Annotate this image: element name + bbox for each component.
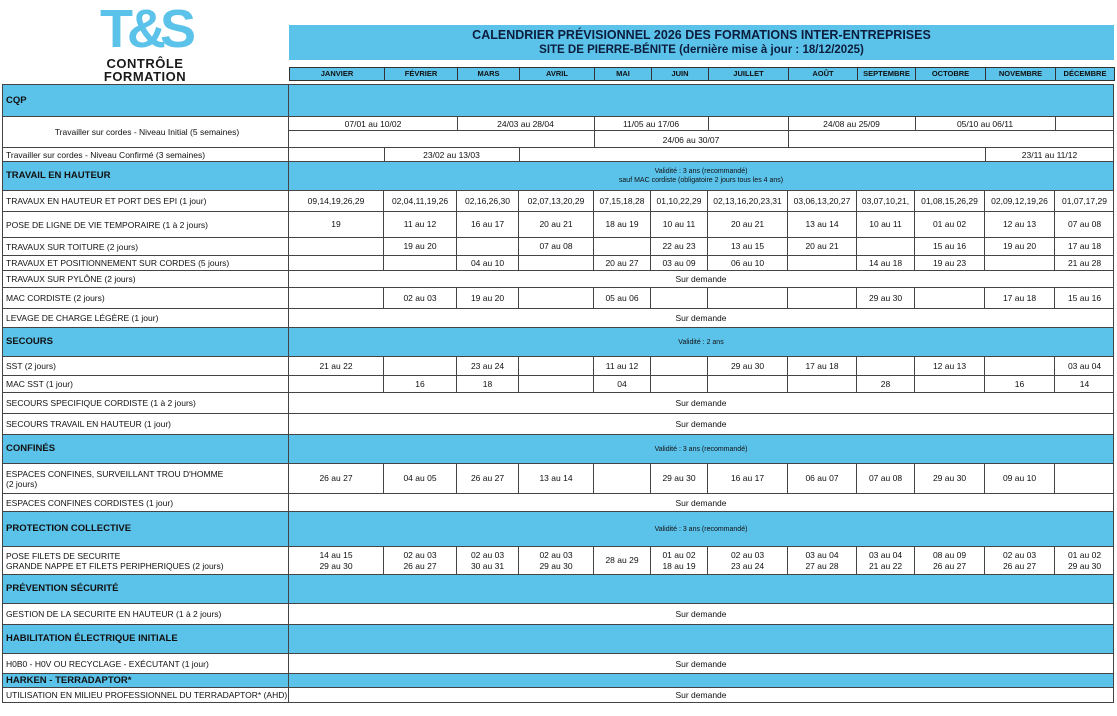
validity-note: Validité : 2 ans — [678, 338, 724, 346]
date-cell: 09,14,19,26,29 — [289, 191, 384, 211]
date-cell — [519, 376, 594, 392]
date-cell: 16 au 17 — [457, 212, 519, 237]
date-line: 30 au 31 — [470, 560, 505, 571]
date-line: 01 au 02 — [662, 549, 696, 560]
page-title: CALENDRIER PRÉVISIONNEL 2026 DES FORMATIONS INTER-ENTREPRISES — [472, 28, 931, 42]
training-row — [2, 256, 1114, 271]
month-header-cell: SEPTEMBRE — [857, 67, 916, 81]
date-line: 26 au 27 — [403, 560, 437, 571]
date-cell: 16 — [384, 376, 457, 392]
section-band — [289, 674, 1114, 687]
date-cell — [594, 238, 651, 255]
date-cell — [915, 547, 985, 574]
date-line: 23 au 24 — [730, 560, 765, 571]
date-line: 02 au 03 — [730, 549, 765, 560]
session-span: 11/05 au 17/06 — [622, 118, 680, 129]
cell-divider — [1055, 117, 1056, 130]
training-row — [2, 654, 1114, 674]
training-row — [2, 393, 1114, 414]
date-cell: 18 — [457, 376, 519, 392]
row-cells — [289, 256, 1114, 270]
title-banner — [289, 25, 1114, 60]
section-band — [289, 328, 1114, 356]
section-band — [289, 85, 1114, 116]
date-cell: 03,07,10,21, — [857, 191, 915, 211]
month-header-cell: DÉCEMBRE — [1055, 67, 1115, 81]
date-cell — [985, 357, 1055, 375]
date-cell: 21 au 28 — [1067, 257, 1102, 268]
date-cell: 02,07,13,20,29 — [519, 191, 594, 211]
validity-note: Validité : 3 ans (recommandé) — [654, 445, 748, 453]
section-title: SECOURS — [2, 328, 289, 356]
month-header-cell: JANVIER — [289, 67, 385, 81]
section-title: HABILITATION ÉLECTRIQUE INITIALE — [2, 625, 289, 653]
section-title: CQP — [2, 85, 289, 116]
date-line: 28 au 29 — [605, 555, 639, 565]
row-label: LEVAGE DE CHARGE LÉGÈRE (1 jour) — [2, 309, 289, 327]
date-cell: 04 — [594, 376, 651, 392]
row-cells — [289, 191, 1114, 211]
date-cell: 07 au 08 — [857, 464, 915, 493]
row-label: POSE DE LIGNE DE VIE TEMPORAIRE (1 à 2 jours) — [2, 212, 289, 237]
date-cell: 02,13,16,20,23,31 — [708, 191, 788, 211]
section-prevention — [2, 575, 1114, 604]
date-cell: 11 au 12 — [594, 357, 651, 375]
date-cell: 07,15,18,28 — [594, 191, 651, 211]
training-row — [2, 688, 1114, 703]
section-title: PROTECTION COLLECTIVE — [2, 512, 289, 546]
training-row — [2, 414, 1114, 435]
logo-line-2: FORMATION — [103, 69, 187, 84]
session-span: 05/10 au 06/11 — [956, 118, 1014, 129]
month-header-cell: JUILLET — [708, 67, 789, 81]
date-line: 02 au 03 — [1002, 549, 1037, 560]
row-cells — [289, 464, 1114, 493]
training-row-cqp-confirme — [2, 148, 1114, 162]
date-cell — [594, 464, 651, 493]
row-label: TRAVAUX ET POSITIONNEMENT SUR CORDES (5 jours) — [2, 256, 289, 270]
on-demand-text: Sur demande — [289, 604, 1114, 624]
date-cell: 02,09,12,19,26 — [985, 191, 1055, 211]
date-cell — [457, 547, 519, 574]
section-harken — [2, 674, 1114, 688]
date-cell — [289, 288, 384, 308]
date-line: 02 au 03 — [403, 549, 437, 560]
section-band — [289, 575, 1114, 603]
row-cells — [289, 117, 1114, 147]
date-cell: 07 au 08 — [1067, 219, 1102, 229]
cell-divider — [915, 117, 916, 130]
date-line: 01 au 02 — [1067, 549, 1102, 560]
date-cell — [708, 547, 788, 574]
section-band — [289, 435, 1114, 463]
date-cell: 26 au 27 — [457, 464, 519, 493]
date-cell — [384, 256, 457, 270]
training-row — [2, 376, 1114, 393]
date-cell: 03 au 04 — [1067, 360, 1102, 371]
training-row — [2, 547, 1114, 575]
date-line: 03 au 04 — [805, 549, 839, 560]
row-label: MAC CORDISTE (2 jours) — [2, 288, 289, 308]
row-cells — [289, 547, 1114, 574]
date-cell — [519, 288, 594, 308]
date-cell — [985, 547, 1055, 574]
date-cell: 03,06,13,20,27 — [788, 191, 857, 211]
date-cell: 19 au 20 — [457, 288, 519, 308]
training-row-cqp-initial — [2, 117, 1114, 148]
date-line: 26 au 27 — [932, 560, 967, 571]
page-subtitle: SITE DE PIERRE-BÉNITE (dernière mise à jour : 18/12/2025) — [539, 44, 864, 56]
row-label: SST (2 jours) — [2, 357, 289, 375]
date-line: 29 au 30 — [1067, 560, 1102, 571]
date-cell: 07 au 08 — [519, 238, 594, 255]
date-line: 29 au 30 — [539, 560, 573, 571]
date-cell: 17 au 18 — [1067, 241, 1102, 251]
row-label — [2, 464, 289, 493]
training-row — [2, 494, 1114, 512]
cell-divider — [788, 117, 789, 147]
training-row — [2, 212, 1114, 238]
date-cell — [708, 376, 788, 392]
date-line: 14 au 15 — [319, 549, 353, 560]
section-travail — [2, 162, 1114, 191]
training-row — [2, 238, 1114, 256]
row-label-line: (2 jours) — [6, 478, 38, 489]
on-demand-text: Sur demande — [289, 393, 1114, 413]
date-cell — [788, 376, 857, 392]
section-title: HARKEN - TERRADAPTOR* — [2, 674, 289, 687]
section-title: PRÉVENTION SÉCURITÉ — [2, 575, 289, 603]
on-demand-text: Sur demande — [289, 271, 1114, 287]
section-protection — [2, 512, 1114, 547]
row-cells — [289, 288, 1114, 308]
date-cell: 19 — [289, 212, 384, 237]
date-cell: 06 au 07 — [788, 464, 857, 493]
date-cell — [651, 376, 708, 392]
date-cell — [788, 547, 857, 574]
session-span: 07/01 au 10/02 — [344, 118, 402, 129]
date-cell — [651, 288, 708, 308]
cell-divider — [519, 148, 520, 161]
date-cell — [519, 357, 594, 375]
section-band — [289, 625, 1114, 653]
date-line: 21 au 22 — [868, 560, 903, 571]
date-cell — [289, 256, 384, 270]
date-cell: 15 au 16 — [1067, 292, 1102, 303]
row-cells — [289, 238, 1114, 255]
row-label — [2, 547, 289, 574]
date-cell: 12 au 13 — [915, 357, 985, 375]
row-label: Travailler sur cordes - Niveau Confirmé (3 semaines) — [2, 148, 289, 161]
date-cell: 01,10,22,29 — [651, 191, 708, 211]
training-row — [2, 604, 1114, 625]
date-cell: 13 au 15 — [708, 238, 788, 255]
date-cell: 10 au 11 — [857, 212, 915, 237]
date-cell — [384, 547, 457, 574]
session-span: 24/08 au 25/09 — [823, 118, 880, 129]
validity-note: Validité : 3 ans (recommandé) — [654, 525, 748, 533]
date-cell — [457, 238, 519, 255]
date-cell: 15 au 16 — [915, 238, 985, 255]
date-line: 02 au 03 — [539, 549, 573, 560]
date-cell: 04 au 05 — [384, 464, 457, 493]
date-line: 26 au 27 — [1002, 560, 1037, 571]
date-cell: 22 au 23 — [651, 238, 708, 255]
date-cell — [651, 357, 708, 375]
row-label: Travailler sur cordes - Niveau Initial (5 semaines) — [2, 117, 289, 147]
row-label: MAC SST (1 jour) — [2, 376, 289, 392]
section-band — [289, 512, 1114, 546]
month-header-cell: AOÛT — [788, 67, 858, 81]
validity-note: Validité : 3 ans (recommandé) — [654, 168, 748, 175]
month-header-cell: MAI — [594, 67, 652, 81]
date-cell: 02 au 03 — [384, 288, 457, 308]
training-row — [2, 271, 1114, 288]
date-cell: 16 — [985, 376, 1055, 392]
date-cell — [519, 547, 594, 574]
date-cell: 20 au 21 — [708, 212, 788, 237]
date-cell: 06 au 10 — [708, 256, 788, 270]
date-cell: 19 au 20 — [985, 238, 1055, 255]
date-cell: 16 au 17 — [708, 464, 788, 493]
date-cell: 13 au 14 — [519, 464, 594, 493]
section-title: TRAVAIL EN HAUTEUR — [2, 162, 289, 190]
date-cell — [594, 547, 651, 574]
date-cell — [519, 256, 594, 270]
date-cell: 01 au 02 — [915, 212, 985, 237]
training-row — [2, 464, 1114, 494]
row-label: ESPACES CONFINES CORDISTES (1 jour) — [2, 494, 289, 511]
date-cell: 14 — [1079, 378, 1090, 389]
section-title: CONFINÉS — [2, 435, 289, 463]
date-cell: 21 au 22 — [289, 357, 384, 375]
date-cell: 10 au 11 — [651, 212, 708, 237]
session-span: 24/06 au 30/07 — [662, 134, 720, 145]
row-label: GESTION DE LA SECURITE EN HAUTEUR (1 à 2 jours) — [2, 604, 289, 624]
row-cells — [289, 212, 1114, 237]
date-cell: 29 au 30 — [651, 464, 708, 493]
month-header-cell: AVRIL — [519, 67, 595, 81]
date-cell: 14 au 18 — [857, 256, 915, 270]
date-cell — [289, 238, 384, 255]
date-cell — [915, 376, 985, 392]
on-demand-text: Sur demande — [289, 654, 1114, 673]
date-cell: 02,16,26,30 — [457, 191, 519, 211]
date-cell: 09 au 10 — [985, 464, 1055, 493]
date-line: 03 au 04 — [868, 549, 903, 560]
session-span: 24/03 au 28/04 — [497, 118, 554, 129]
session-span: 23/11 au 11/12 — [1021, 149, 1078, 160]
training-row — [2, 357, 1114, 376]
date-cell: 17 au 18 — [788, 357, 857, 375]
date-cell — [1055, 464, 1114, 493]
date-cell: 05 au 06 — [594, 288, 651, 308]
date-line: 02 au 03 — [470, 549, 505, 560]
cell-divider — [708, 117, 709, 130]
row-label-line: POSE FILETS DE SECURITE — [6, 550, 121, 561]
logo-mark: T&S — [100, 0, 190, 59]
date-line: 29 au 30 — [319, 560, 353, 571]
date-cell — [788, 256, 857, 270]
month-header-cell: FÉVRIER — [384, 67, 458, 81]
date-cell — [788, 288, 857, 308]
date-cell — [857, 357, 915, 375]
month-header-cell: JUIN — [651, 67, 709, 81]
date-cell: 19 au 20 — [384, 238, 457, 255]
date-cell: 11 au 12 — [384, 212, 457, 237]
on-demand-text: Sur demande — [289, 309, 1114, 327]
date-cell — [857, 238, 915, 255]
row-cells — [289, 148, 1114, 161]
date-line: 08 au 09 — [932, 549, 967, 560]
row-label-line: GRANDE NAPPE ET FILETS PERIPHERIQUES (2 jours) — [6, 560, 224, 571]
section-habilitation — [2, 625, 1114, 654]
on-demand-text: Sur demande — [289, 688, 1114, 702]
row-cells — [289, 357, 1114, 375]
date-cell: 04 au 10 — [457, 256, 519, 270]
row-label: TRAVAUX SUR TOITURE (2 jours) — [2, 238, 289, 255]
month-header-cell: MARS — [457, 67, 520, 81]
date-cell: 02,04,11,19,26 — [384, 191, 457, 211]
date-cell: 20 au 21 — [519, 212, 594, 237]
date-cell: 13 au 14 — [788, 212, 857, 237]
row-cells — [289, 376, 1114, 392]
date-cell — [985, 256, 1055, 270]
date-cell: 20 au 21 — [788, 238, 857, 255]
date-cell — [384, 357, 457, 375]
validity-note: sauf MAC cordiste (obligatoire 2 jours tous les 4 ans) — [618, 177, 784, 184]
date-cell: 20 au 27 — [594, 256, 651, 270]
date-cell — [915, 288, 985, 308]
row-label: SECOURS SPECIFIQUE CORDISTE (1 à 2 jours) — [2, 393, 289, 413]
training-row — [2, 288, 1114, 309]
date-cell — [1055, 547, 1114, 574]
on-demand-text: Sur demande — [289, 414, 1114, 434]
section-band — [289, 162, 1114, 190]
date-cell: 29 au 30 — [915, 464, 985, 493]
row-label: UTILISATION EN MILIEU PROFESSIONNEL DU TERRADAPTOR* (AHD) — [2, 688, 289, 702]
date-cell: 19 au 23 — [915, 256, 985, 270]
section-secours — [2, 328, 1114, 357]
training-row — [2, 309, 1114, 328]
section-confines — [2, 435, 1114, 464]
section-cqp — [2, 84, 1114, 117]
date-line: 27 au 28 — [805, 560, 839, 571]
row-label: TRAVAUX EN HAUTEUR ET PORT DES EPI (1 jour) — [2, 191, 289, 211]
date-cell — [857, 547, 915, 574]
date-cell: 18 au 19 — [594, 212, 651, 237]
month-header-cell: OCTOBRE — [915, 67, 986, 81]
date-cell: 29 au 30 — [708, 357, 788, 375]
date-cell: 01,07,17,29 — [1062, 195, 1107, 206]
date-cell — [651, 547, 708, 574]
date-cell: 29 au 30 — [857, 288, 915, 308]
date-cell — [708, 288, 788, 308]
row-label-line: ESPACES CONFINES, SURVEILLANT TROU D'HOMME — [6, 468, 224, 479]
row-label: H0B0 - H0V OU RECYCLAGE - EXÉCUTANT (1 jour) — [2, 654, 289, 673]
date-cell: 01,08,15,26,29 — [915, 191, 985, 211]
row-label: TRAVAUX SUR PYLÔNE (2 jours) — [2, 271, 289, 287]
date-cell: 17 au 18 — [985, 288, 1055, 308]
row-label: SECOURS TRAVAIL EN HAUTEUR (1 jour) — [2, 414, 289, 434]
date-cell: 03 au 09 — [651, 256, 708, 270]
date-cell: 28 — [857, 376, 915, 392]
date-cell: 26 au 27 — [289, 464, 384, 493]
training-row — [2, 191, 1114, 212]
date-cell — [289, 547, 384, 574]
date-cell — [289, 376, 384, 392]
date-cell: 23 au 24 — [457, 357, 519, 375]
company-logo — [100, 2, 190, 82]
session-span: 23/02 au 13/03 — [423, 149, 480, 160]
on-demand-text: Sur demande — [289, 494, 1114, 511]
month-header-cell: NOVEMBRE — [985, 67, 1056, 81]
date-line: 18 au 19 — [662, 560, 696, 571]
date-cell: 12 au 13 — [985, 212, 1055, 237]
logo-line-1: CONTRÔLE — [106, 56, 184, 71]
